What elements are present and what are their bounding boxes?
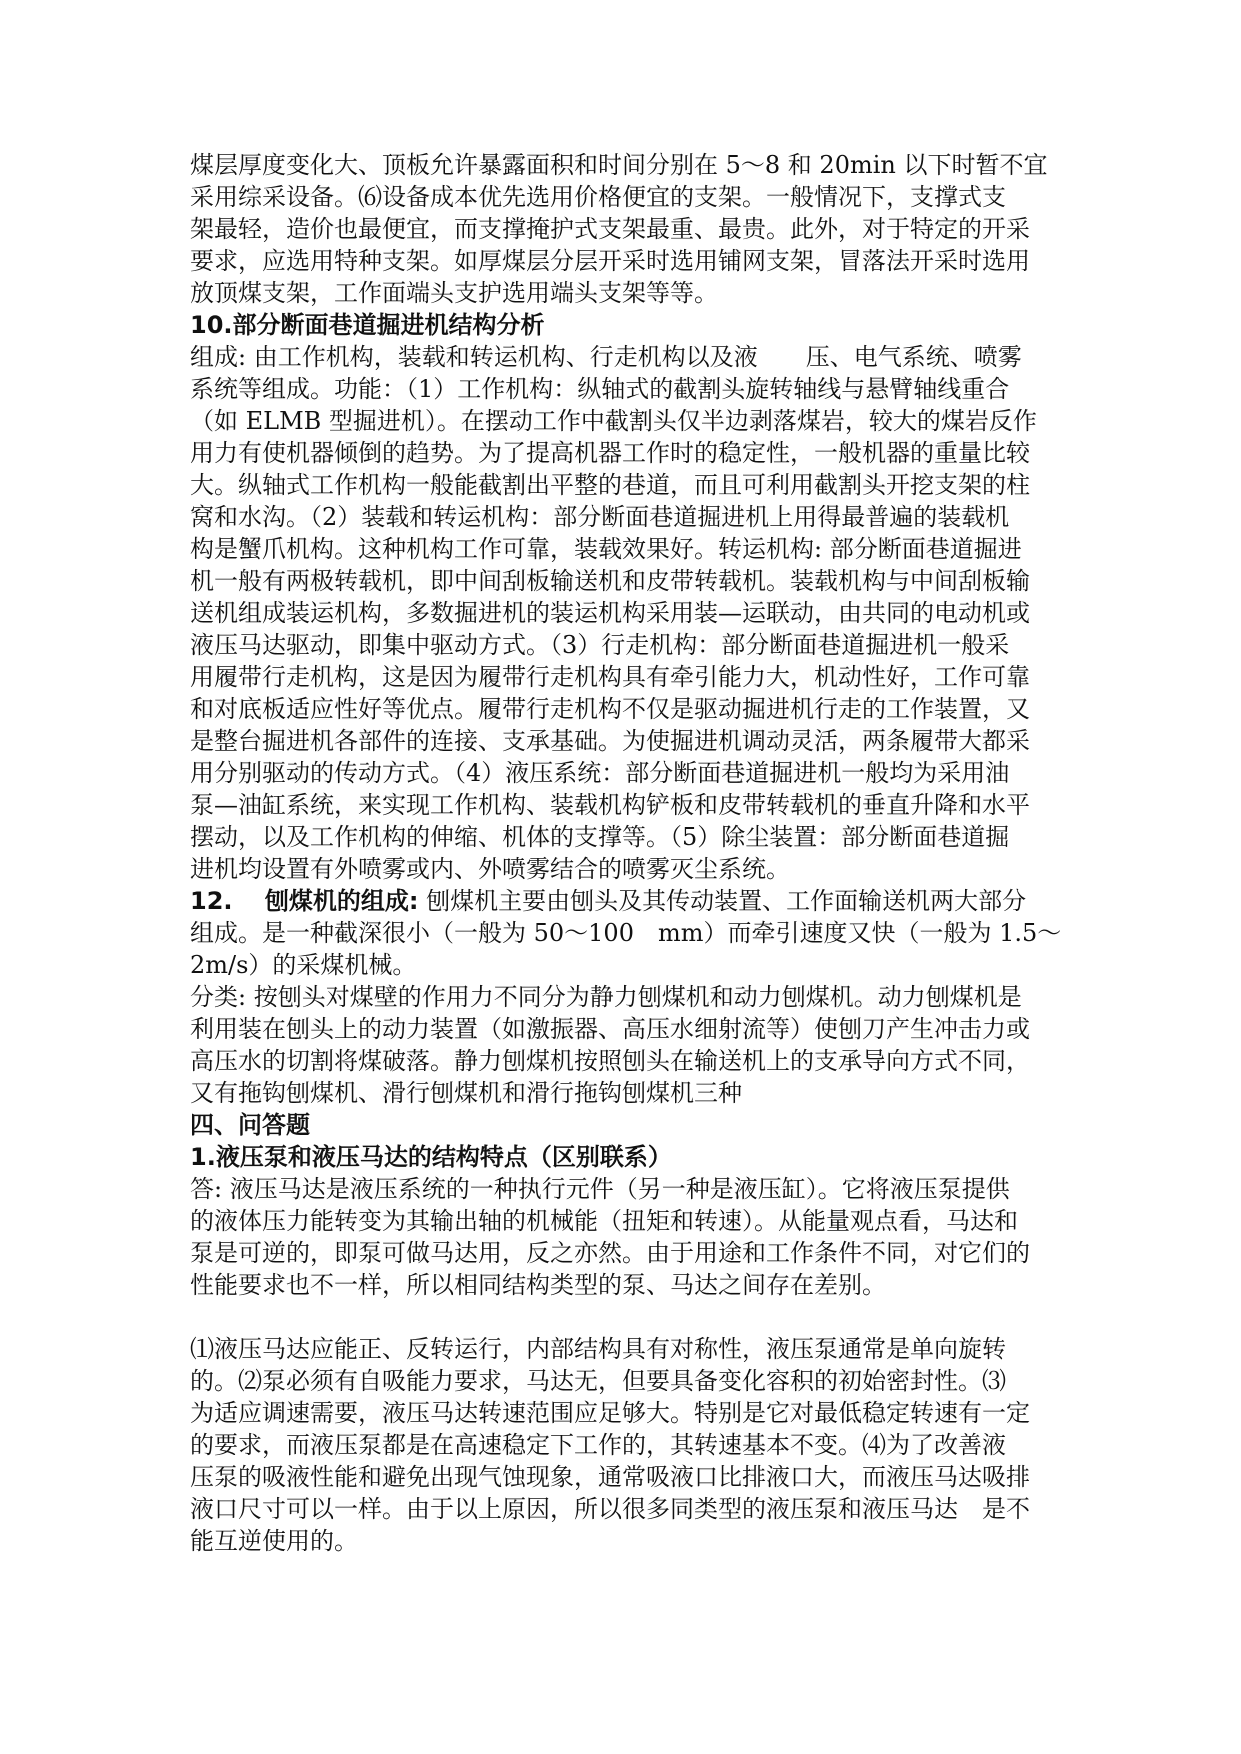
heading-section-4: 四、问答题 xyxy=(190,1111,310,1139)
item-12-label: 12. 刨煤机的组成: xyxy=(190,887,419,915)
text-line: 组成。是一种截深很小（一般为 50～100 mm）而牵引速度又快（一般为 1.5～ xyxy=(190,919,1062,947)
text-line: 系统等组成。功能：（1）工作机构：纵轴式的截割头旋转轴线与悬臂轴线重合 xyxy=(190,375,1010,403)
text-line: 用分别驱动的传动方式。（4）液压系统：部分断面巷道掘进机一般均为采用油 xyxy=(190,759,1010,787)
text-line: 是整台掘进机各部件的连接、支承基础。为使掘进机调动灵活，两条履带大都采 xyxy=(190,727,1030,755)
text-line: 采用综采设备。⑹设备成本优先选用价格便宜的支架。一般情况下，支撑式支 xyxy=(190,183,1006,211)
text-line: 大。纵轴式工作机构一般能截割出平整的巷道，而且可利用截割头开挖支架的柱 xyxy=(190,471,1030,499)
text-line: 压泵的吸液性能和避免出现气蚀现象，通常吸液口比排液口大，而液压马达吸排 xyxy=(190,1463,1030,1491)
text-line: 进机均设置有外喷雾或内、外喷雾结合的喷雾灭尘系统。 xyxy=(190,855,790,883)
text-line: 的。⑵泵必须有自吸能力要求，马达无，但要具备变化容积的初始密封性。⑶ xyxy=(190,1367,1006,1395)
text-line: 性能要求也不一样，所以相同结构类型的泵、马达之间存在差别。 xyxy=(190,1271,886,1299)
text-line: 要求，应选用特种支架。如厚煤层分层开采时选用铺网支架，冒落法开采时选用 xyxy=(190,247,1030,275)
paragraph-roadheader-structure xyxy=(190,341,1050,885)
text-line: 用力有使机器倾倒的趋势。为了提高机器工作时的稳定性，一般机器的重量比较 xyxy=(190,439,1030,467)
text-line: 能互逆使用的。 xyxy=(190,1527,358,1555)
text-line: 为适应调速需要，液压马达转速范围应足够大。特别是它对最低稳定转速有一定 xyxy=(190,1399,1030,1427)
text-line: （如 ELMB 型掘进机）。在摆动工作中截割头仅半边剥落煤岩，较大的煤岩反作 xyxy=(190,407,1037,435)
text-line: 泵—油缸系统，来实现工作机构、装载机构铲板和皮带转载机的垂直升降和水平 xyxy=(190,791,1030,819)
paragraph-support-selection xyxy=(190,149,1050,309)
paragraph-answer-intro xyxy=(190,1173,1050,1301)
item-12-line xyxy=(190,885,1050,917)
text-line: 和对底板适应性好等优点。履带行走机构不仅是驱动掘进机行走的工作装置，又 xyxy=(190,695,1030,723)
text-line: 的要求，而液压泵都是在高速稳定下工作的，其转速基本不变。⑷为了改善液 xyxy=(190,1431,1006,1459)
heading-section-10: 10.部分断面巷道掘进机结构分析 xyxy=(190,311,545,339)
heading-question-1: 1.液压泵和液压马达的结构特点（区别联系） xyxy=(190,1143,672,1171)
text-line: 液口尺寸可以一样。由于以上原因，所以很多同类型的液压泵和液压马达 是不 xyxy=(190,1495,1030,1523)
item-12-text: 刨煤机主要由刨头及其传动装置、工作面输送机两大部分 xyxy=(418,887,1027,915)
text-line: 2m/s）的采煤机械。 xyxy=(190,951,417,979)
text-line: 液压马达驱动，即集中驱动方式。（3）行走机构：部分断面巷道掘进机一般采 xyxy=(190,631,1010,659)
text-line: 泵是可逆的，即泵可做马达用，反之亦然。由于用途和工作条件不同，对它们的 xyxy=(190,1239,1030,1267)
text-line: 窝和水沟。（2）装载和转运机构：部分断面巷道掘进机上用得最普遍的装载机 xyxy=(190,503,1010,531)
text-line: 分类: 按刨头对煤壁的作用力不同分为静力刨煤机和动力刨煤机。动力刨煤机是 xyxy=(190,983,1022,1011)
text-line: 答: 液压马达是液压系统的一种执行元件（另一种是液压缸）。它将液压泵提供 xyxy=(190,1175,1010,1203)
text-line: ⑴液压马达应能正、反转运行，内部结构具有对称性，液压泵通常是单向旋转 xyxy=(190,1335,1006,1363)
text-line: 高压水的切割将煤破落。静力刨煤机按照刨头在输送机上的支承导向方式不同， xyxy=(190,1047,1030,1075)
text-line: 送机组成装运机构，多数掘进机的装运机构采用装—运联动，由共同的电动机或 xyxy=(190,599,1030,627)
text-line: 又有拖钩刨煤机、滑行刨煤机和滑行拖钩刨煤机三种 xyxy=(190,1079,742,1107)
text-line: 放顶煤支架，工作面端头支护选用端头支架等等。 xyxy=(190,279,718,307)
paragraph-plough-description xyxy=(190,917,1062,1109)
text-line: 用履带行走机构，这是因为履带行走机构具有牵引能力大，机动性好，工作可靠 xyxy=(190,663,1030,691)
paragraph-answer-differences xyxy=(190,1333,1050,1557)
text-line: 摆动，以及工作机构的伸缩、机体的支撑等。（5）除尘装置：部分断面巷道掘 xyxy=(190,823,1010,851)
paragraph-spacer xyxy=(190,1301,1050,1333)
text-line: 机一般有两极转载机，即中间刮板输送机和皮带转载机。装载机构与中间刮板输 xyxy=(190,567,1030,595)
text-line: 利用装在刨头上的动力装置（如激振器、高压水细射流等）使刨刀产生冲击力或 xyxy=(190,1015,1030,1043)
text-line: 架最轻，造价也最便宜，而支撑掩护式支架最重、最贵。此外，对于特定的开采 xyxy=(190,215,1030,243)
text-line: 构是蟹爪机构。这种机构工作可靠，装载效果好。转运机构: 部分断面巷道掘进 xyxy=(190,535,1022,563)
text-line: 组成: 由工作机构，装载和转运机构、行走机构以及液 压、电气系统、喷雾 xyxy=(190,343,1022,371)
text-line: 煤层厚度变化大、顶板允许暴露面积和时间分别在 5～8 和 20min 以下时暂不宜 xyxy=(190,151,1048,179)
document-page xyxy=(190,149,1062,1557)
text-line: 的液体压力能转变为其输出轴的机械能（扭矩和转速）。从能量观点看，马达和 xyxy=(190,1207,1018,1235)
